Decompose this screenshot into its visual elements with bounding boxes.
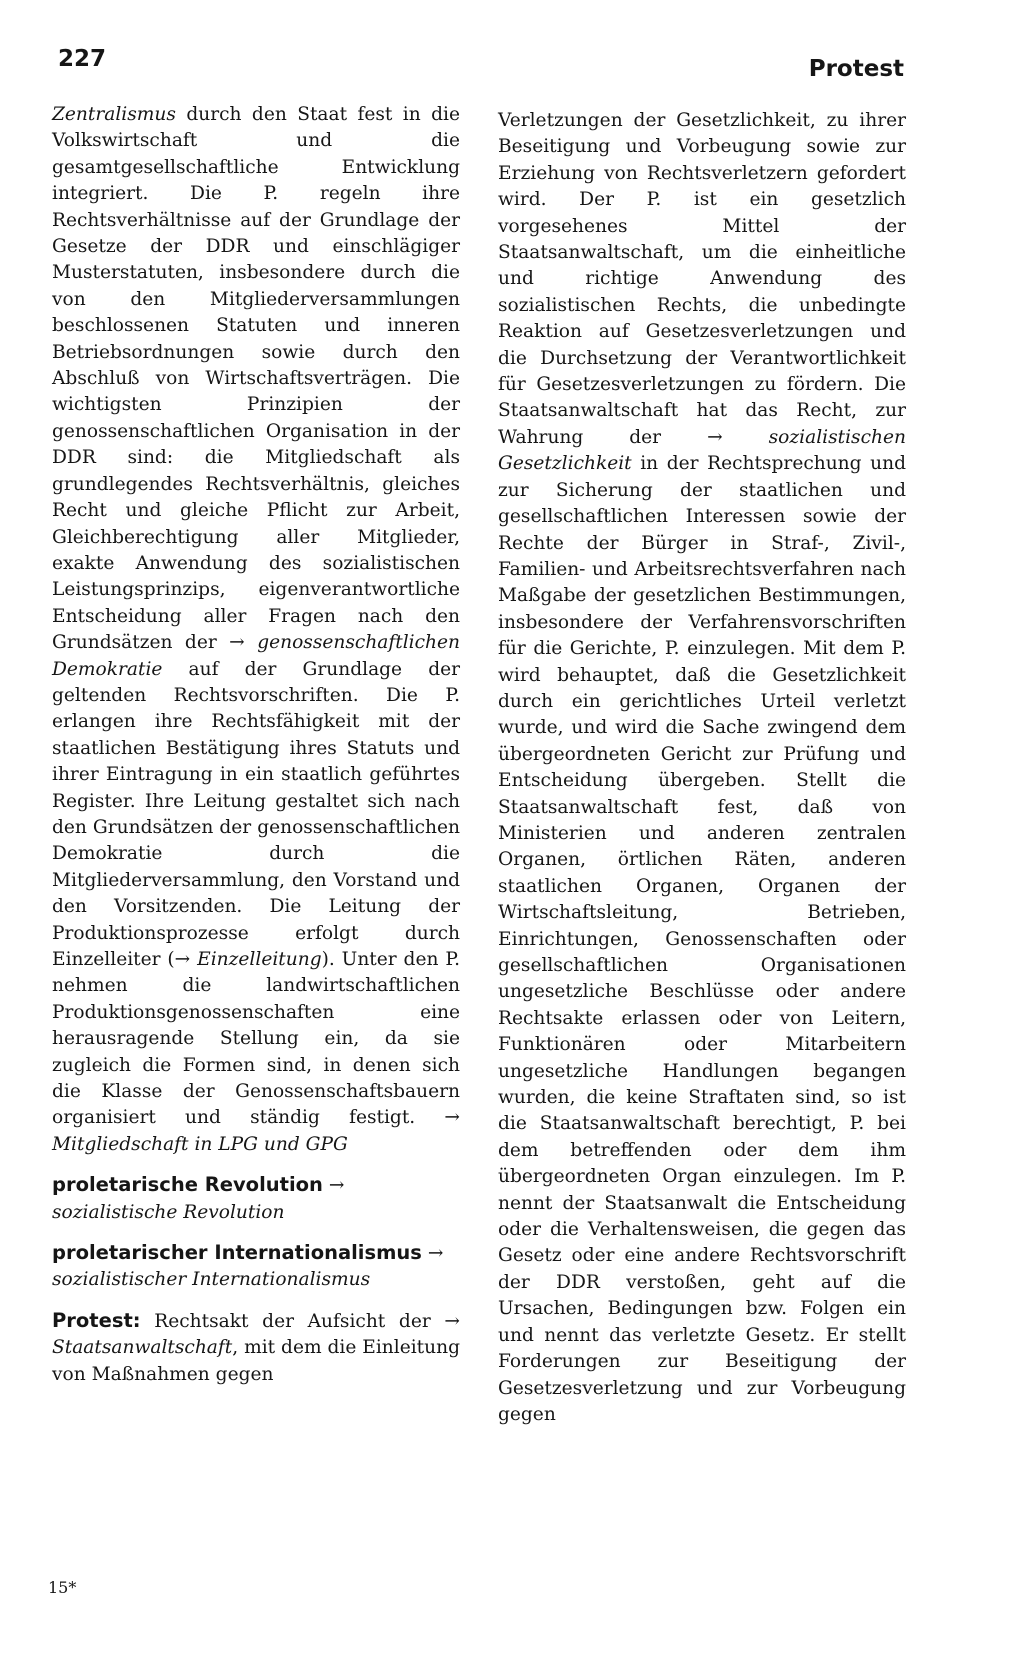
- arrow-icon: →: [444, 1310, 460, 1332]
- body-text: , mit dem die Einleitung von Maßnahmen gegen: [52, 1337, 460, 1385]
- entry-term: proletarische Revolution: [52, 1173, 323, 1197]
- body-text: Verletzungen der Gesetzlichkeit, zu ihrer Beseitigung und Vorbeugung sowie zur Erziehung von Rechtsverletzern gefordert wird. Der P. ist ein gesetzlich vorgesehenes Mittel der Staatsanwaltschaft, um die einheitliche und richtige Anwendung des sozialistischen Rechts, die unbedingte Reaktion auf Gesetzesverletzungen und die Durchsetzung der Verantwortlichkeit für Gesetzesverletzungen zu fördern. Die Staatsanwaltschaft hat das Recht, zur Wahrung der: [498, 110, 906, 448]
- cross-reference: Einzelleitung: [197, 949, 322, 970]
- body-text: auf der Grundlage der geltenden Rechtsvorschriften. Die P. erlangen ihre Rechtsfähigkeit mit der staatlichen Bestätigung ihres Statuts und ihrer Eintragung in ein staatlich geführtes Register. Ihre Leitung gestaltet sich nach den Grundsätzen der genossenschaftlichen Demokratie durch die Mitgliederversammlung, den Vorstand und den Vorsitzenden. Die Leitung der Produktionsprozesse erfolgt durch Einzelleiter (: [52, 658, 460, 970]
- arrow-icon: →: [328, 1175, 345, 1197]
- body-text: Rechtsakt der Aufsicht der: [140, 1310, 445, 1332]
- entry-proletarischer-internationalismus: [52, 1240, 460, 1294]
- entry-term: proletarischer Internationalismus: [52, 1241, 422, 1265]
- signature-mark: 15*: [48, 1578, 77, 1597]
- protest-continued: [498, 108, 906, 1428]
- right-column: [498, 108, 906, 1428]
- cross-reference: sozialistischer Internationalismus: [52, 1269, 371, 1291]
- cross-reference: Mitgliedschaft in LPG und GPG: [52, 1133, 348, 1155]
- running-head: Protest: [808, 56, 904, 82]
- cross-reference: Staatsanwaltschaft: [52, 1337, 233, 1359]
- cross-reference: Zentralismus: [52, 104, 176, 125]
- body-text: ). Unter den P. nehmen die landwirtschaftlichen Produktionsgenossenschaften eine herausragende Stellung ein, da sie zugleich die Formen sind, in denen sich die Klasse der Genossenschaftsbauern organisiert und ständig festigt.: [52, 949, 460, 1129]
- entry-protest: [52, 1308, 460, 1388]
- arrow-icon: →: [444, 1107, 460, 1129]
- arrow-icon: →: [427, 1243, 444, 1265]
- left-column: [52, 102, 460, 1388]
- entry-proletarische-revolution: [52, 1172, 460, 1226]
- body-text: durch den Staat fest in die Volkswirtschaft und die gesamtgesellschaftliche Entwicklung integriert. Die P. regeln ihre Rechtsverhältnisse auf der Grundlage der Gesetze der DDR und einschlägiger Musterstatuten, insbesondere durch die von den Mitgliederversammlungen beschlossenen Statuten und inneren Betriebsordnungen sowie durch den Abschluß von Wirtschaftsverträgen. Die wichtigsten Prinzipien der genossenschaftlichen Organisation in der DDR sind: die Mitgliedschaft als grundlegendes Rechtsverhältnis, gleiches Recht und gleiche Pflicht zur Arbeit, Gleichberechtigung aller Mitglieder, exakte Anwendung des sozialistischen Leistungsprinzips, eigenverantwortliche Entscheidung aller Fragen nach den Grundsätzen der: [52, 104, 460, 654]
- cross-reference: genossenschaftlichen Demokratie: [52, 632, 460, 680]
- cross-reference: sozialistischen Gesetzlichkeit: [498, 426, 906, 475]
- continued-entry: [52, 102, 460, 1158]
- arrow-icon: →: [707, 426, 723, 448]
- body-text: in der Rechtsprechung und zur Sicherung der staatlichen und gesellschaftlichen Interessen sowie der Rechte der Bürger in Straf-, Zivil-, Familien- und Arbeitsrechtsverfahren nach Maßgabe der gesetzlichen Bestimmungen, insbesondere der Verfahrensvorschriften für die Gerichte, P. einzulegen. Mit dem P. wird behauptet, daß die Gesetzlichkeit durch ein gerichtliches Urteil verletzt wurde, und wird die Sache zwingend dem übergeordneten Gericht zur Prüfung und Entscheidung übergeben. Stellt die Staatsanwaltschaft fest, daß von Ministerien und anderen zentralen Organen, örtlichen Räten, anderen staatlichen Organen, Organen der Wirtschaftsleitung, Betrieben, Einrichtungen, Genossenschaften oder gesellschaftlichen Organisationen ungesetzliche Beschlüsse oder andere Rechtsakte erlassen oder von Leitern, Funktionären oder Mitarbeitern ungesetzliche Handlungen begangen wurden, die keine Straftaten sind, so ist die Staatsanwaltschaft berechtigt, P. bei dem betreffenden oder dem ihm übergeordneten Organ einzulegen. Im P. nennt der Staatsanwalt die Entscheidung oder die Verhaltensweisen, die gegen das Gesetz oder eine andere Rechtsvorschrift der DDR verstoßen, geht auf die Ursachen, Bedingungen bzw. Folgen ein und nennt das verletzte Gesetz. Er stellt Forderungen zur Beseitigung der Gesetzesverletzung und zur Vorbeugung gegen: [498, 453, 906, 1425]
- cross-reference: sozialistische Revolution: [52, 1201, 285, 1223]
- entry-term: Protest:: [52, 1308, 141, 1332]
- page-number: 227: [58, 46, 107, 72]
- arrow-icon: →: [229, 632, 245, 654]
- arrow-icon: →: [174, 949, 191, 970]
